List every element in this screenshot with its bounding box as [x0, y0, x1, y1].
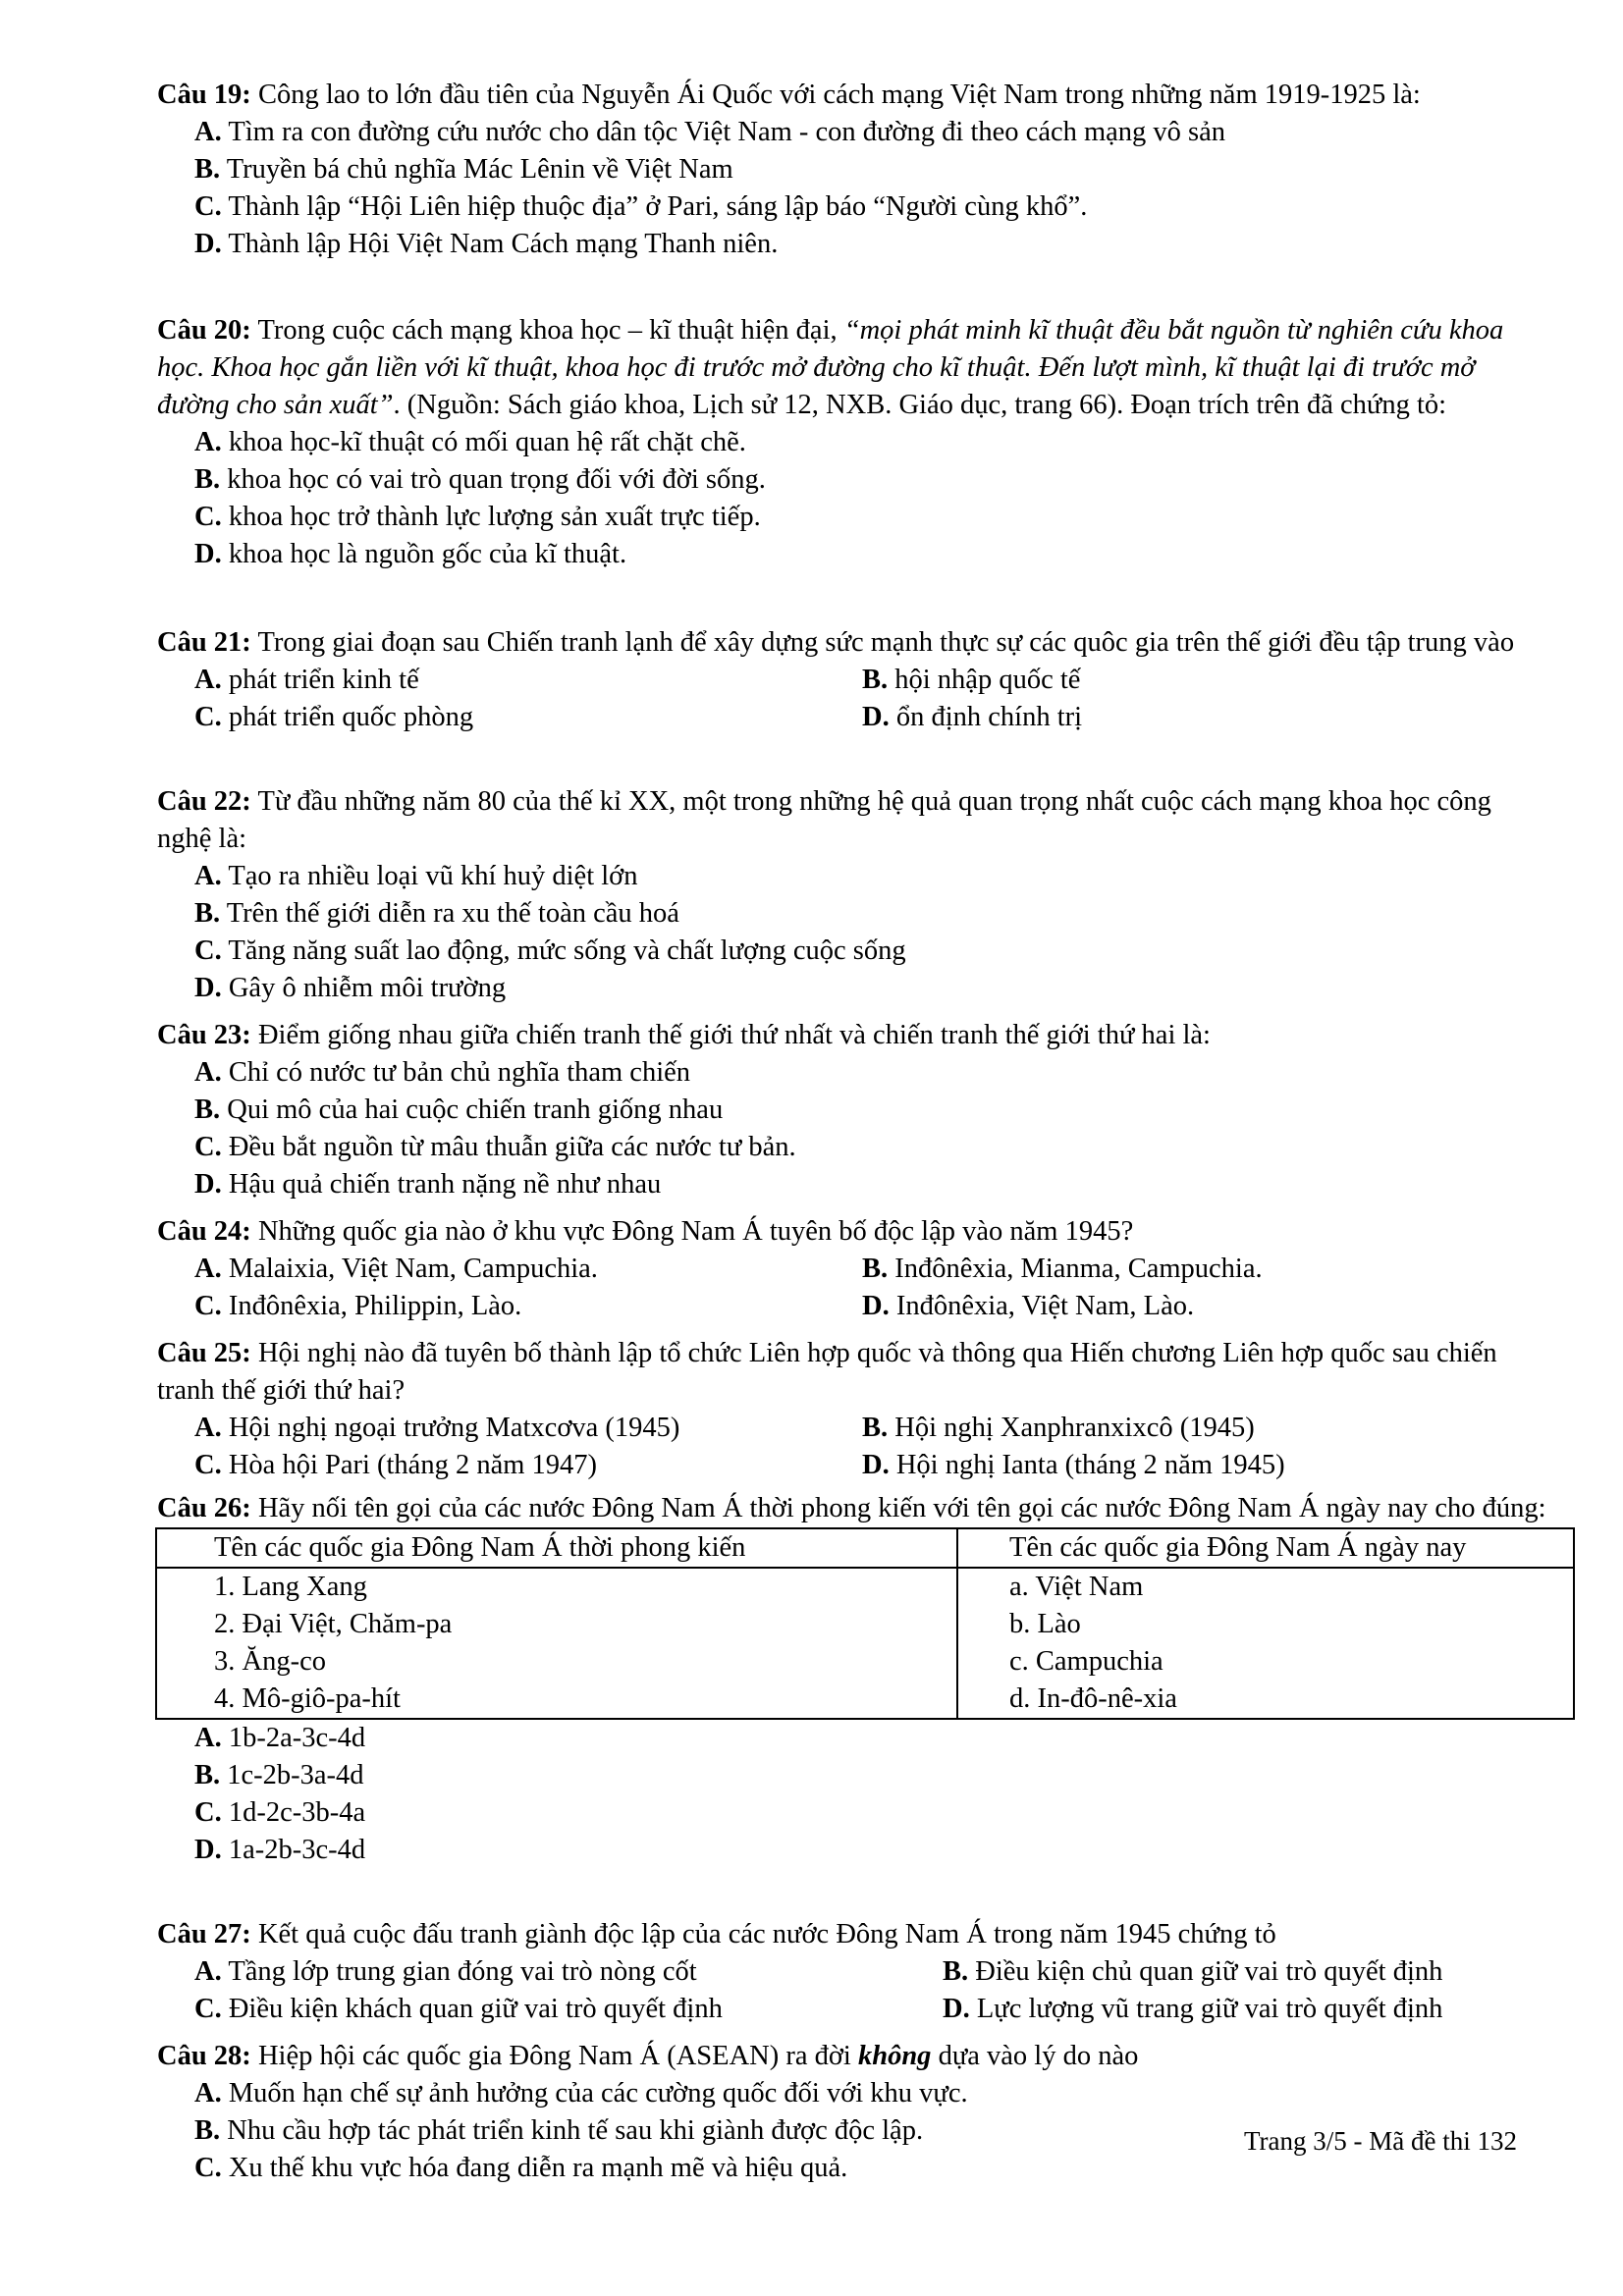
quoted-passage: “mọi phát minh kĩ thuật đều bắt nguồn từ nghiên cứu khoa học. Khoa học gắn liền với kĩ thuật, khoa học đi trước mở đường cho kĩ thuật. Đến lượt mình, kĩ thuật lại đi trước mở đường cho sản xuất”	[157, 315, 1504, 420]
question-number: Câu 25:	[157, 1338, 251, 1368]
question-text: Hội nghị nào đã tuyên bố thành lập tổ chức Liên hợp quốc và thông qua Hiến chương Liên hợp quốc sau chiến tranh thế giới thứ hai?	[157, 1338, 1497, 1406]
question-text: Những quốc gia nào ở khu vực Đông Nam Á tuyên bố độc lập vào năm 1945?	[257, 1216, 1134, 1247]
table-row: 1. Lang Xang a. Việt Nam	[156, 1568, 1574, 1606]
option-b: B. Điều kiện chủ quan giữ vai trò quyết định	[943, 1956, 1443, 1987]
option-c: C. Điều kiện khách quan giữ vai trò quyết định	[194, 1994, 723, 2024]
question-25	[157, 1335, 1551, 1484]
option-a: A. Hội nghị ngoại trưởng Matxcơva (1945)	[194, 1413, 680, 1443]
option-b: B. hội nhập quốc tế	[862, 665, 1081, 695]
option-b: B. Qui mô của hai cuộc chiến tranh giống nhau	[194, 1095, 724, 1125]
question-27	[157, 1916, 1551, 2028]
option-c: C. phát triển quốc phòng	[194, 702, 474, 732]
question-text: Hãy nối tên gọi của các nước Đông Nam Á thời phong kiến với tên gọi các nước Đông Nam Á ngày nay cho đúng:	[257, 1493, 1546, 1523]
option-c: C. Tăng năng suất lao động, mức sống và chất lượng cuộc sống	[194, 935, 906, 966]
option-d: D. khoa học là nguồn gốc của kĩ thuật.	[194, 539, 627, 569]
question-28	[157, 2038, 1551, 2187]
table-header-modern: Tên các quốc gia Đông Nam Á ngày nay	[957, 1528, 1574, 1568]
option-d: D. Lực lượng vũ trang giữ vai trò quyết định	[943, 1994, 1443, 2024]
option-d: D. Inđônêxia, Việt Nam, Lào.	[862, 1291, 1195, 1321]
page-footer: Trang 3/5 - Mã đề thi 132	[1244, 2126, 1517, 2156]
question-26	[157, 1490, 1551, 1869]
question-text: Trong giai đoạn sau Chiến tranh lạnh để xây dựng sức mạnh thực sự các quôc gia trên thế giới đều tập trung vào	[257, 627, 1515, 658]
option-a: A. Muốn hạn chế sự ảnh hưởng của các cường quốc đối với khu vực.	[194, 2078, 968, 2109]
question-text: Hiệp hội các quốc gia Đông Nam Á (ASEAN) ra đời	[257, 2041, 851, 2071]
question-number: Câu 22:	[157, 786, 251, 817]
question-23	[157, 1017, 1551, 1203]
option-a: A. Tạo ra nhiều loại vũ khí huỷ diệt lớn	[194, 861, 638, 891]
option-d: D. ổn định chính trị	[862, 702, 1083, 732]
table-row: 2. Đại Việt, Chăm-pa b. Lào	[156, 1606, 1574, 1643]
question-text: Từ đầu những năm 80 của thế kỉ XX, một trong những hệ quả quan trọng nhất cuộc cách mạng khoa học công nghệ là:	[157, 786, 1491, 854]
option-d: D. Gây ô nhiễm môi trường	[194, 973, 507, 1003]
question-24	[157, 1213, 1551, 1325]
option-a: A. Tầng lớp trung gian đóng vai trò nòng cốt	[194, 1956, 697, 1987]
question-text: Kết quả cuộc đấu tranh giành độc lập của các nước Đông Nam Á trong năm 1945 chứng tỏ	[257, 1919, 1276, 1949]
option-d: D. 1a-2b-3c-4d	[194, 1835, 366, 1865]
option-d: D. Hội nghị Ianta (tháng 2 năm 1945)	[862, 1450, 1285, 1480]
question-number: Câu 23:	[157, 1020, 251, 1050]
table-header-feudal: Tên các quốc gia Đông Nam Á thời phong kiến	[156, 1528, 957, 1568]
option-d: D. Thành lập Hội Việt Nam Cách mạng Thanh niên.	[194, 229, 779, 259]
option-c: C. 1d-2c-3b-4a	[194, 1797, 366, 1828]
question-text: Công lao to lớn đầu tiên của Nguyễn Ái Quốc với cách mạng Việt Nam trong những năm 1919-1925 là:	[257, 80, 1421, 110]
option-a: A. 1b-2a-3c-4d	[194, 1723, 366, 1753]
question-number: Câu 20:	[157, 315, 251, 346]
option-a: A. Malaixia, Việt Nam, Campuchia.	[194, 1254, 598, 1284]
question-number: Câu 21:	[157, 627, 251, 658]
option-c: C. Inđônêxia, Philippin, Lào.	[194, 1291, 522, 1321]
question-number: Câu 26:	[157, 1493, 251, 1523]
option-d: D. Hậu quả chiến tranh nặng nề như nhau	[194, 1169, 662, 1200]
option-b: B. Hội nghị Xanphranxixcô (1945)	[862, 1413, 1255, 1443]
option-b: B. khoa học có vai trò quan trọng đối với đời sống.	[194, 464, 766, 495]
option-b: B. 1c-2b-3a-4d	[194, 1760, 364, 1790]
option-c: C. Thành lập “Hội Liên hiệp thuộc địa” ở Pari, sáng lập báo “Người cùng khổ”.	[194, 191, 1088, 222]
question-number: Câu 24:	[157, 1216, 251, 1247]
question-number: Câu 28:	[157, 2041, 251, 2071]
option-a: A. Tìm ra con đường cứu nước cho dân tộc Việt Nam - con đường đi theo cách mạng vô sản	[194, 117, 1226, 147]
question-text-after: . (Nguồn: Sách giáo khoa, Lịch sử 12, NXB. Giáo dục, trang 66). Đoạn trích trên đã chứng tỏ:	[393, 390, 1447, 420]
option-b: B. Truyền bá chủ nghĩa Mác Lênin về Việt Nam	[194, 154, 733, 185]
option-a: A. Chỉ có nước tư bản chủ nghĩa tham chiến	[194, 1057, 691, 1088]
option-a: A. khoa học-kĩ thuật có mối quan hệ rất chặt chẽ.	[194, 427, 746, 457]
option-a: A. phát triển kinh tế	[194, 665, 419, 695]
option-b: B. Trên thế giới diễn ra xu thế toàn cầu hoá	[194, 898, 679, 929]
option-c: C. Xu thế khu vực hóa đang diễn ra mạnh mẽ và hiệu quả.	[194, 2153, 848, 2183]
question-22	[157, 783, 1551, 1007]
matching-table	[155, 1527, 1575, 1720]
question-text: Điểm giống nhau giữa chiến tranh thế giới thứ nhất và chiến tranh thế giới thứ hai là:	[257, 1020, 1211, 1050]
option-b: B. Nhu cầu hợp tác phát triển kinh tế sau khi giành được độc lập.	[194, 2115, 924, 2146]
question-number: Câu 19:	[157, 80, 251, 110]
question-text-after: dựa vào lý do nào	[938, 2041, 1139, 2071]
table-row: 3. Ăng-co c. Campuchia	[156, 1643, 1574, 1681]
question-19	[157, 77, 1551, 263]
option-c: C. Hòa hội Pari (tháng 2 năm 1947)	[194, 1450, 598, 1480]
table-row: 4. Mô-giô-pa-hít d. In-đô-nê-xia	[156, 1681, 1574, 1719]
question-text: Trong cuộc cách mạng khoa học – kĩ thuật hiện đại,	[257, 315, 838, 346]
question-number: Câu 27:	[157, 1919, 251, 1949]
option-b: B. Inđônêxia, Mianma, Campuchia.	[862, 1254, 1263, 1284]
question-20	[157, 312, 1551, 573]
emphasis-word: không	[857, 2041, 932, 2071]
option-c: C. khoa học trở thành lực lượng sản xuất trực tiếp.	[194, 502, 761, 532]
option-c: C. Đều bắt nguồn từ mâu thuẫn giữa các nước tư bản.	[194, 1132, 796, 1162]
question-21	[157, 624, 1551, 736]
